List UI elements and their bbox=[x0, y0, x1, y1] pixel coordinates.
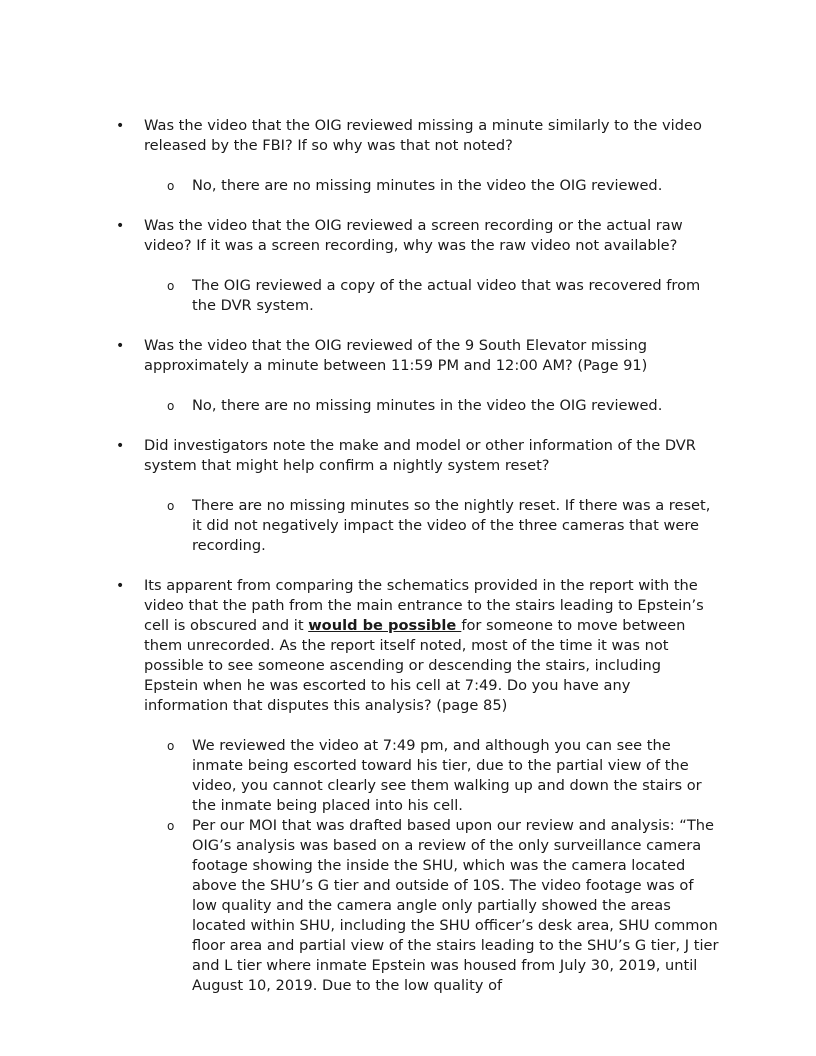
question-text: Was the video that the OIG reviewed missing a minute similarly to the video released by the FBI? If so why was that not noted? bbox=[144, 117, 702, 154]
bullet-marker: • bbox=[116, 338, 125, 354]
question-item bbox=[0, 436, 718, 476]
answer-item bbox=[0, 396, 719, 416]
question-emphasis: would be possible bbox=[308, 617, 462, 634]
answer-text: Per our MOI that was drafted based upon our review and analysis: “The OIG’s analysis was based on a review of the only surveillance camera footage showing the inside the SHU, which was the camera located above the SHU’s G tier and outside of 10S. The video footage was of low quality and the camera angle only partially showed the areas located within SHU, including the SHU officer’s desk area, SHU common floor area and partial view of the stairs leading to the SHU’s G tier, J tier and L tier where inmate Epstein was housed from July 30, 2019, until August 10, 2019. Due to the low quality of bbox=[192, 817, 719, 994]
sub-bullet-marker: o bbox=[167, 819, 175, 833]
answer-text: The OIG reviewed a copy of the actual video that was recovered from the DVR system. bbox=[192, 277, 701, 314]
question-item bbox=[0, 576, 718, 716]
sub-bullet-marker: o bbox=[167, 499, 175, 513]
answer-list bbox=[0, 276, 816, 316]
answer-item bbox=[0, 496, 719, 556]
answer-list bbox=[0, 736, 816, 996]
answer-list bbox=[0, 396, 816, 416]
question-text: Was the video that the OIG reviewed a screen recording or the actual raw video? If it was a screen recording, why was the raw video not available? bbox=[144, 217, 683, 254]
answer-item bbox=[0, 736, 719, 816]
sub-bullet-marker: o bbox=[167, 739, 175, 753]
qa-list bbox=[0, 116, 816, 1016]
question-text: Was the video that the OIG reviewed of the 9 South Elevator missing approximately a minute between 11:59 PM and 12:00 AM? (Page 91) bbox=[144, 337, 648, 374]
question-text: Did investigators note the make and model or other information of the DVR system that might help confirm a nightly system reset? bbox=[144, 437, 696, 474]
answer-item bbox=[0, 816, 719, 996]
question-item bbox=[0, 216, 718, 256]
answer-item bbox=[0, 176, 719, 196]
answer-text: No, there are no missing minutes in the video the OIG reviewed. bbox=[192, 397, 663, 414]
sub-bullet-marker: o bbox=[167, 399, 175, 413]
bullet-marker: • bbox=[116, 218, 125, 234]
question-item bbox=[0, 116, 718, 156]
sub-bullet-marker: o bbox=[167, 279, 175, 293]
sub-bullet-marker: o bbox=[167, 179, 175, 193]
answer-list bbox=[0, 496, 816, 556]
question-item bbox=[0, 336, 718, 376]
answer-text: There are no missing minutes so the nightly reset. If there was a reset, it did not negatively impact the video of the three cameras that were recording. bbox=[192, 497, 711, 554]
bullet-marker: • bbox=[116, 578, 125, 594]
answer-text: No, there are no missing minutes in the video the OIG reviewed. bbox=[192, 177, 663, 194]
question-text-part1: Its apparent from comparing the schematics provided in the report with the video that the path from the main entrance to the stairs leading to Epstein’s cell is obscured and it bbox=[144, 577, 704, 634]
question-text-part2: for someone to move between them unrecorded. As the report itself noted, most of the time it was not possible to see someone ascending or descending the stairs, including Epstein when he was escorted to his cell at 7:49. Do you have any information that disputes this analysis? (page 85) bbox=[144, 617, 686, 714]
bullet-marker: • bbox=[116, 438, 125, 454]
answer-item bbox=[0, 276, 719, 316]
answer-list bbox=[0, 176, 816, 196]
answer-text: We reviewed the video at 7:49 pm, and although you can see the inmate being escorted toward his tier, due to the partial view of the video, you cannot clearly see them walking up and down the stairs or the inmate being placed into his cell. bbox=[192, 737, 702, 814]
bullet-marker: • bbox=[116, 118, 125, 134]
